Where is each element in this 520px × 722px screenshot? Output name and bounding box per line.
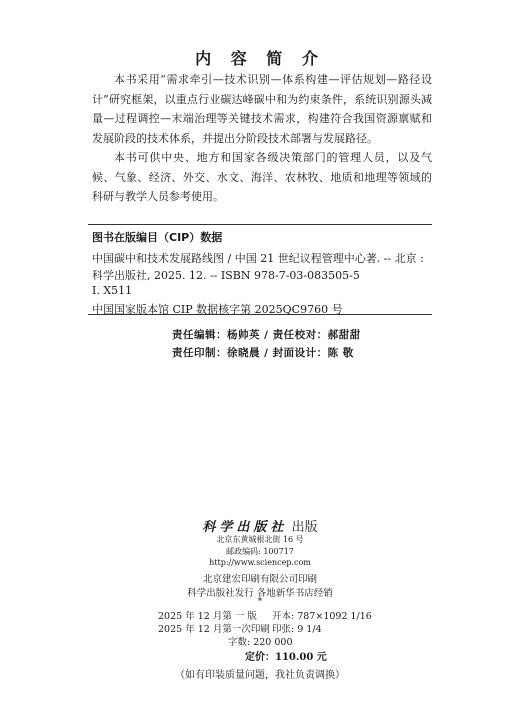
cip-heading: 图书在版编目（CIP）数据 (92, 231, 223, 244)
publisher-website: http://www.sciencep.com (209, 558, 311, 567)
credits-editors: 责任编辑：杨帅英 / 责任校对：郝甜甜 (172, 329, 361, 341)
summary-paragraph-1: 本书采用“需求牵引—技术识别—体系构建—评估规划—路径设计”研究框架，以重点行业碳达峰碳中和为约束条件，系统识别源头减量—过程调控—末端治理等关键技术需求，构建符合我国资源禀赋和发展阶段的技术体系，并提出分阶段技术部署与发展路径。 (92, 73, 432, 145)
summary-body (92, 70, 432, 207)
divider-top (88, 224, 432, 225)
word-count: 字数: 220 000 (228, 637, 293, 648)
printed-sheets: 印张: 9 1/4 (272, 624, 322, 635)
edition-line-1: 2025 年 12 月第 一 版 (158, 611, 257, 622)
credits-production: 责任印制：徐晓晨 / 封面设计：陈 敬 (172, 347, 354, 359)
summary-paragraph-2: 本书可供中央、地方和国家各级决策部门的管理人员，以及气候、气象、经济、外交、水文、海洋、农林牧、地质和地理等领域的科研与教学人员参考使用。 (92, 151, 432, 203)
cip-line-2: 科学出版社, 2025. 12. -- ISBN 978-7-03-083505-5 (92, 269, 360, 282)
publisher-brand: 科学出版社 (202, 520, 288, 535)
price: 定价：110.00 元 (245, 652, 327, 663)
publisher-address: 北京东黄城根北街 16 号 (216, 535, 304, 544)
printer: 北京建宏印刷有限公司印刷 (202, 574, 317, 585)
cip-line-1: 中国碳中和技术发展路线图 / 中国 21 世纪议程管理中心著. -- 北京 : (92, 252, 424, 265)
format-size: 开本: 787×1092 1/16 (272, 611, 372, 622)
publisher-name (0, 516, 520, 535)
distribution: 科学出版社发行 各地新华书店经销 (187, 588, 333, 599)
summary-title: 内 容 简 介 (195, 49, 325, 68)
quality-notice: （如有印装质量问题，我社负责调换） (175, 670, 345, 681)
edition-line-2: 2025 年 12 月第一次印刷 (158, 624, 270, 635)
publisher-suffix: 出版 (287, 520, 318, 535)
cip-line-3: Ⅰ. X511 (92, 284, 133, 297)
cip-line-4: 中国国家版本馆 CIP 数据核字第 2025QC9760 号 (92, 303, 343, 316)
divider-bottom (88, 314, 432, 315)
publisher-postcode: 邮政编码: 100717 (226, 547, 294, 556)
separator-star: * (257, 597, 263, 607)
